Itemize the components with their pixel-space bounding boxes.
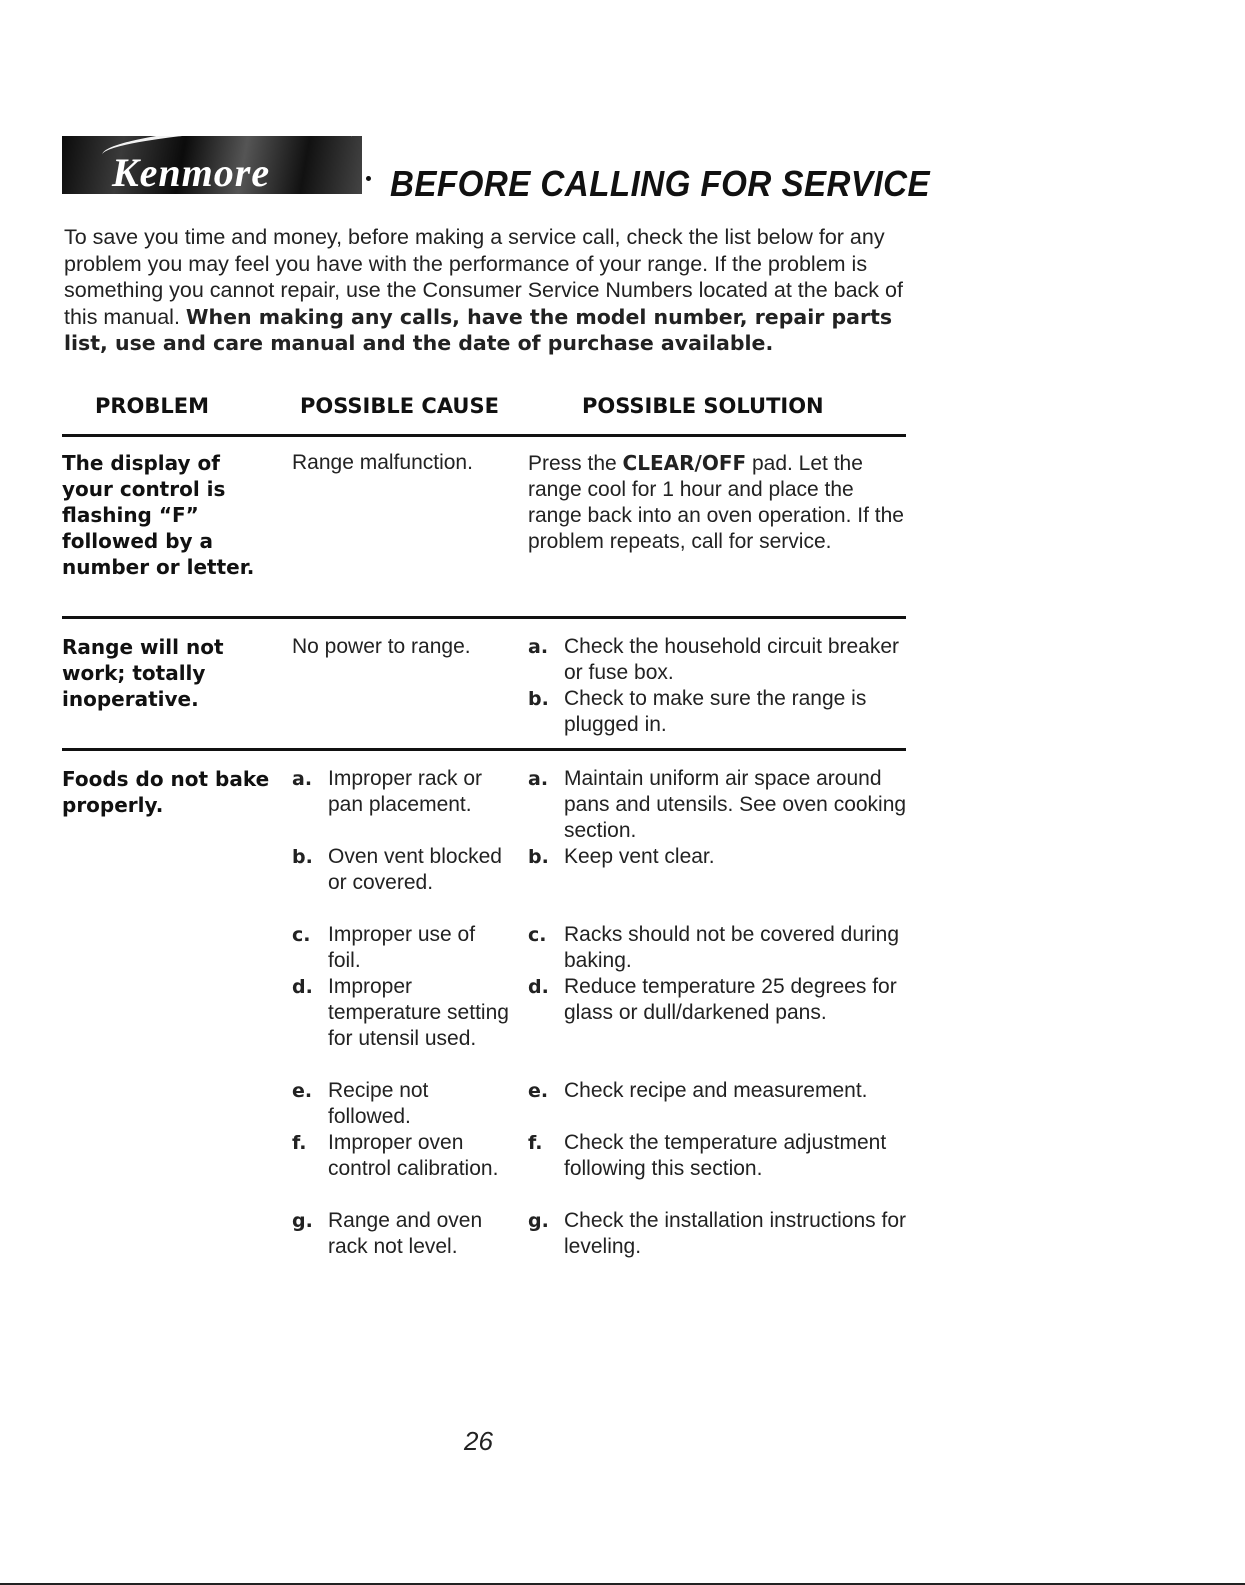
solution-item xyxy=(528,686,913,738)
item-letter: e. xyxy=(292,1080,313,1102)
item-text: Improper oven control calibration. xyxy=(328,1131,499,1180)
solution-item-c xyxy=(528,922,913,974)
header-possible-solution: POSSIBLE SOLUTION xyxy=(582,394,824,418)
cause-item-b xyxy=(292,844,512,896)
cause-no-power: No power to range. xyxy=(292,635,471,658)
solution-clear-off xyxy=(528,450,913,555)
header-problem: PROBLEM xyxy=(95,394,210,418)
row-rule xyxy=(62,748,906,751)
header-possible-cause: POSSIBLE CAUSE xyxy=(300,394,499,418)
item-letter: c. xyxy=(292,924,311,946)
item-letter: a. xyxy=(528,636,549,658)
intro-paragraph xyxy=(64,224,924,357)
solution-item-f xyxy=(528,1130,913,1182)
solution-item-d xyxy=(528,974,913,1026)
solution-text-post: pad. Let the range cool for 1 hour and place the range back into an oven operation. If the problem repeats, call for service. xyxy=(528,452,904,553)
problem-range-not-work: Range will not work; totally inoperative. xyxy=(62,635,224,711)
solution-item-b xyxy=(528,844,913,870)
cause-item-a xyxy=(292,766,512,818)
item-letter: b. xyxy=(292,846,313,868)
solution-item-a xyxy=(528,766,913,844)
item-text: Check recipe and measurement. xyxy=(564,1079,868,1102)
item-text: Check the household circuit breaker or fuse box. xyxy=(564,635,900,684)
cause-item-f xyxy=(292,1130,512,1182)
solution-list xyxy=(528,634,913,738)
item-text: Maintain uniform air space around pans and utensils. See oven cooking section. xyxy=(564,767,907,842)
cause-item-g xyxy=(292,1208,512,1260)
item-letter: g. xyxy=(528,1210,549,1232)
cause-item-d xyxy=(292,974,512,1052)
problem-foods-not-bake: Foods do not bake properly. xyxy=(62,767,270,817)
item-text: Improper use of foil. xyxy=(328,923,476,972)
item-letter: b. xyxy=(528,688,549,710)
item-letter: d. xyxy=(528,976,549,998)
item-text: Racks should not be covered during baking. xyxy=(564,923,900,972)
header-rule xyxy=(62,434,906,437)
item-text: Keep vent clear. xyxy=(564,845,715,868)
kenmore-logo xyxy=(62,136,362,194)
cause-range-malfunction: Range malfunction. xyxy=(292,451,473,474)
item-text: Improper temperature setting for utensil used. xyxy=(328,975,509,1050)
item-text: Check to make sure the range is plugged in. xyxy=(564,687,867,736)
item-letter: c. xyxy=(528,924,547,946)
item-letter: g. xyxy=(292,1210,313,1232)
intro-bold-text: When making any calls, have the model number, repair parts list, use and care manual and the date of purchase available. xyxy=(64,304,893,355)
page-title: BEFORE CALLING FOR SERVICE xyxy=(390,163,931,204)
cause-item-e xyxy=(292,1078,512,1130)
item-letter: f. xyxy=(528,1132,543,1154)
page-number: 26 xyxy=(464,1426,493,1456)
item-text: Range and oven rack not level. xyxy=(328,1209,483,1258)
intro-text: To save you time and money, before making a service call, check the list below for any problem you may feel you have with the performance of your range. If the problem is something you cannot repair, use the Consumer Service Numbers located at the back of this manual. xyxy=(64,225,903,329)
problem-display-flashing: The display of your control is flashing “F” followed by a number or letter. xyxy=(62,451,255,579)
item-text: Check the installation instructions for leveling. xyxy=(564,1209,906,1258)
logo-wordmark: Kenmore xyxy=(112,150,271,194)
cause-item-c xyxy=(292,922,512,974)
item-text: Recipe not followed. xyxy=(328,1079,429,1128)
clear-off-keyword: CLEAR/OFF xyxy=(622,451,747,475)
item-letter: f. xyxy=(292,1132,307,1154)
item-text: Reduce temperature 25 degrees for glass or dull/darkened pans. xyxy=(564,975,897,1024)
item-text: Oven vent blocked or covered. xyxy=(328,845,502,894)
solution-item xyxy=(528,634,913,686)
row-rule xyxy=(62,616,906,619)
solution-item-g xyxy=(528,1208,913,1260)
item-text: Improper rack or pan placement. xyxy=(328,767,483,816)
item-letter: b. xyxy=(528,846,549,868)
solution-text-pre: Press the xyxy=(528,452,623,475)
item-letter: a. xyxy=(292,768,313,790)
solution-item-e xyxy=(528,1078,913,1104)
logo-dot xyxy=(366,176,371,181)
item-text: Check the temperature adjustment following this section. xyxy=(564,1131,887,1180)
item-letter: e. xyxy=(528,1080,549,1102)
item-letter: d. xyxy=(292,976,313,998)
item-letter: a. xyxy=(528,768,549,790)
